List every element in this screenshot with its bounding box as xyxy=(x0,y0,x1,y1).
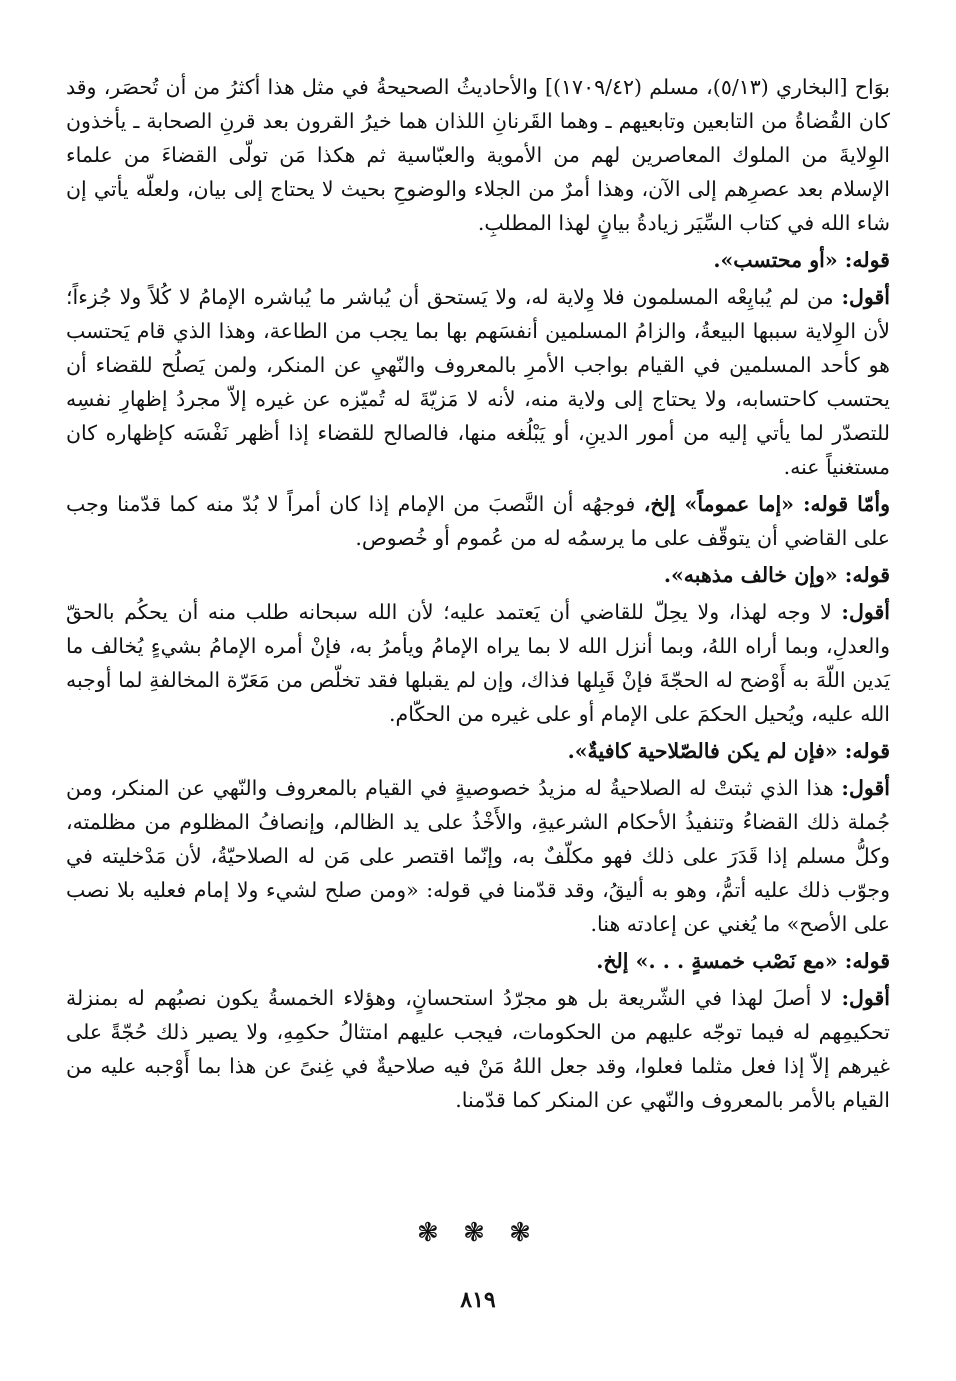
paragraph-1-text: بوَاح [البخاري (٥/١٣)، مسلم (١٧٠٩/٤٢)] والأحاديثُ الصحيحةُ في مثل هذا أكثرُ من أن تُحصَر، وقد كان القُضاةُ من التابعين وتابعيهم ـ وهما القَرنانِ اللذان هما خيرُ القرون بعد قرنِ الصحابة ـ يأخذون الوِلايةَ من الملوك المعاصرين لهم من الأموية والعبّاسية ثم هكذا مَن تولّى القضاءَ من علماء الإسلام بعد عصرِهم إلى الآن، وهذا أمرٌ من الجلاء والوضوحِ بحيث لا يحتاج إلى بيان، ولعلّه يأتي إن شاء الله في كتاب السِّيَر زيادةُ بيانٍ لهذا المطلبِ. xyxy=(66,75,890,235)
paragraph-3-text: فوجهُه أن النَّصبَ من الإمام إذا كان أمراً لا بُدّ منه كما قدّمنا وجب على القاضي أن يتوقّف على ما يرسمُه له من عُموم أو خُصوص. xyxy=(66,492,890,550)
paragraph-5 xyxy=(66,771,890,941)
paragraph-6-label: أقول: xyxy=(841,986,890,1010)
heading-khamsa xyxy=(66,944,890,978)
paragraph-2-label: أقول: xyxy=(841,285,890,309)
paragraph-6 xyxy=(66,981,890,1117)
heading-madhhab-text: قوله: «وإن خالف مذهبه». xyxy=(663,563,890,587)
paragraph-3 xyxy=(66,487,890,555)
heading-muhtasib-text: قوله: «أو محتسب». xyxy=(713,248,890,272)
paragraph-4-label: أقول: xyxy=(841,600,890,624)
heading-madhhab xyxy=(66,558,890,592)
paragraph-2-text: من لم يُبايِعْه المسلمون فلا وِلاية له، ولا يَستحق أن يُباشر ما يُباشره الإمامُ لا كُلاً ولا جُزءاً؛ لأن الوِلاية سببها البيعةُ، والزامُ المسلمين أنفسَهم بها بما يجب من الطاعة، وهذا الذي قام يَحتسب هو كأحد المسلمين في القيام بواجب الأمرِ بالمعروف والنّهيِ عن المنكر، ولمن يَصلُح للقضاء أن يحتسب كاحتسابه، ولا يحتاج إلى ولاية منه، لأنه لا مَزيّةَ له تُميّزه عن غيره إلاّ مجردُ إظهارِ نفسِه للتصدّر لما يأتي إليه من أمور الدينِ، أو يَبْلُغه منها، فالصالح للقضاء إذا أظهر نَفْسَه كإظهاره كان مستغنياً عنه. xyxy=(66,285,890,479)
paragraph-5-text: هذا الذي ثبتتْ له الصلاحيةُ له مزيدُ خصوصيةٍ في القيام بالمعروف والنّهي عن المنكر، ومن جُملة ذلك القضاءُ وتنفيذُ الأحكام الشرعيةِ، والأَخْذُ على يد الظالم، وإنصافُ المظلوم من مظلمته، وكلُّ مسلم إذا قَدَرَ على ذلك فهو مكلّفٌ به، وإنّما اقتصر على مَن له الصلاحيّةُ، لأن مَدْخليته في وجوّب ذلك عليه أتمُّ، وهو به أليقُ، وقد قدّمنا في قوله: «ومن صلح لشيء ولا إمام فعليه بلا نصب على الأصح» ما يُغني عن إعادته هنا. xyxy=(66,776,890,936)
paragraph-6-text: لا أصلَ لهذا في الشّريعة بل هو مجرّدُ استحسانٍ، وهؤلاء الخمسةُ يكون نصبُهم له بمنزلة تحكيمِهم له فيما توجّه عليهم من الحكومات، فيجب عليهم امتثالُ حكمِهِ، ولا يصير ذلك حُجّةً على غيرهم إلاّ إذا فعل مثلما فعلوا، وقد جعل اللهُ مَنْ فيه صلاحيةٌ في غِنىً عن هذا بما أَوْجبه عليه من القيام بالأمر بالمعروف والنّهي عن المنكر كما قدّمنا. xyxy=(66,986,890,1112)
heading-khamsa-text: قوله: «مع نَصْب خمسةٍ . . .» إلخ. xyxy=(596,949,890,973)
paragraph-4-text: لا وجه لهذا، ولا يحِلّ للقاضي أن يَعتمد عليه؛ لأن الله سبحانه طلب منه أن يحكُم بالحقّ والعدلِ، وبما أراه اللهُ، وبما أنزل الله لا بما يراه الإمامُ ويأمرُ به، فإنْ أمره الإمامُ بشيءٍ يُخالف ما يَدين اللّهَ به أَوْضح له الحجّةَ فإنْ قَبِلها فذاك، وإن لم يقبلها فقد تخلّص من مَعَرّة المخالفةِ لما أوجبه الله عليه، ويُحيل الحكمَ على الإمام أو على غيره من الحكّام. xyxy=(66,600,890,726)
paragraph-5-label: أقول: xyxy=(841,776,890,800)
paragraph-1 xyxy=(66,70,890,240)
page-body xyxy=(66,70,890,1117)
paragraph-4 xyxy=(66,595,890,731)
paragraph-2 xyxy=(66,280,890,484)
heading-salahiya xyxy=(66,734,890,768)
heading-muhtasib xyxy=(66,243,890,277)
section-separator: ❃ ❃ ❃ xyxy=(417,1218,539,1248)
page-number: ٨١٩ xyxy=(460,1287,496,1313)
heading-salahiya-text: قوله: «فإن لم يكن فالصّلاحية كافيةٌ». xyxy=(567,739,890,763)
paragraph-3-label: وأمّا قوله: «إما عموماً» إلخ، xyxy=(643,492,890,516)
